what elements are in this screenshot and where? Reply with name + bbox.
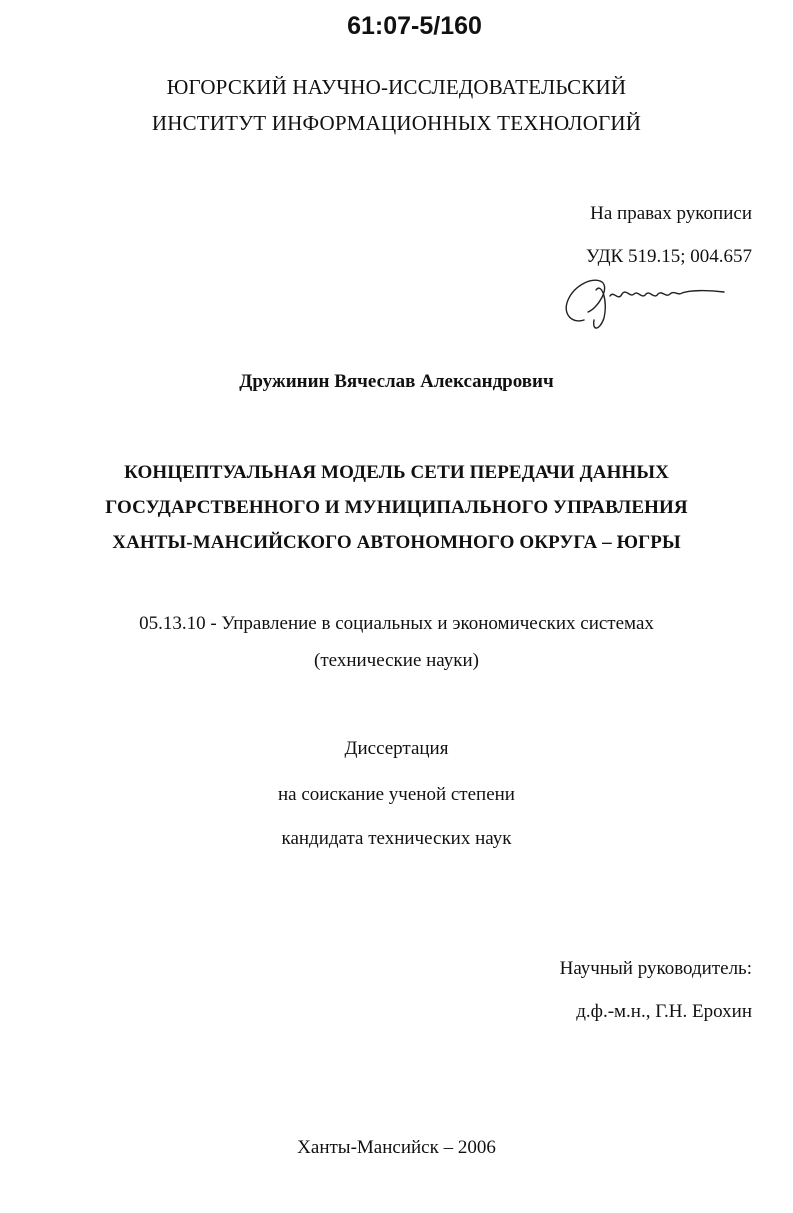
udk-code: УДК 519.15; 004.657	[586, 246, 752, 267]
supervisor-label: Научный руководитель:	[559, 958, 752, 979]
author-name: Дружинин Вячеслав Александрович	[239, 371, 554, 392]
title-line-3: ХАНТЫ-МАНСИЙСКОГО АВТОНОМНОГО ОКРУГА – ЮГРЫ	[112, 532, 681, 553]
institute-line-1: ЮГОРСКИЙ НАУЧНО-ИССЛЕДОВАТЕЛЬСКИЙ	[166, 75, 627, 99]
title-line-2: ГОСУДАРСТВЕННОГО И МУНИЦИПАЛЬНОГО УПРАВЛЕНИЯ	[105, 497, 688, 518]
degree-purpose: на соискание ученой степени	[278, 784, 515, 805]
author-signature	[558, 262, 728, 334]
institute-line-2: ИНСТИТУТ ИНФОРМАЦИОННЫХ ТЕХНОЛОГИЙ	[151, 111, 642, 135]
dissertation-label: Диссертация	[344, 738, 449, 759]
manuscript-rights-label: На правах рукописи	[590, 203, 752, 224]
supervisor-name: д.ф.-м.н., Г.Н. Ерохин	[576, 1001, 752, 1022]
title-line-1: КОНЦЕПТУАЛЬНАЯ МОДЕЛЬ СЕТИ ПЕРЕДАЧИ ДАННЫХ	[124, 462, 669, 483]
degree-name: кандидата технических наук	[281, 828, 512, 849]
catalog-code: 61:07-5/160	[347, 12, 482, 40]
specialty-line: 05.13.10 - Управление в социальных и экономических системах	[139, 613, 654, 634]
city-year: Ханты-Мансийск – 2006	[297, 1137, 496, 1158]
specialty-field: (технические науки)	[314, 650, 479, 671]
